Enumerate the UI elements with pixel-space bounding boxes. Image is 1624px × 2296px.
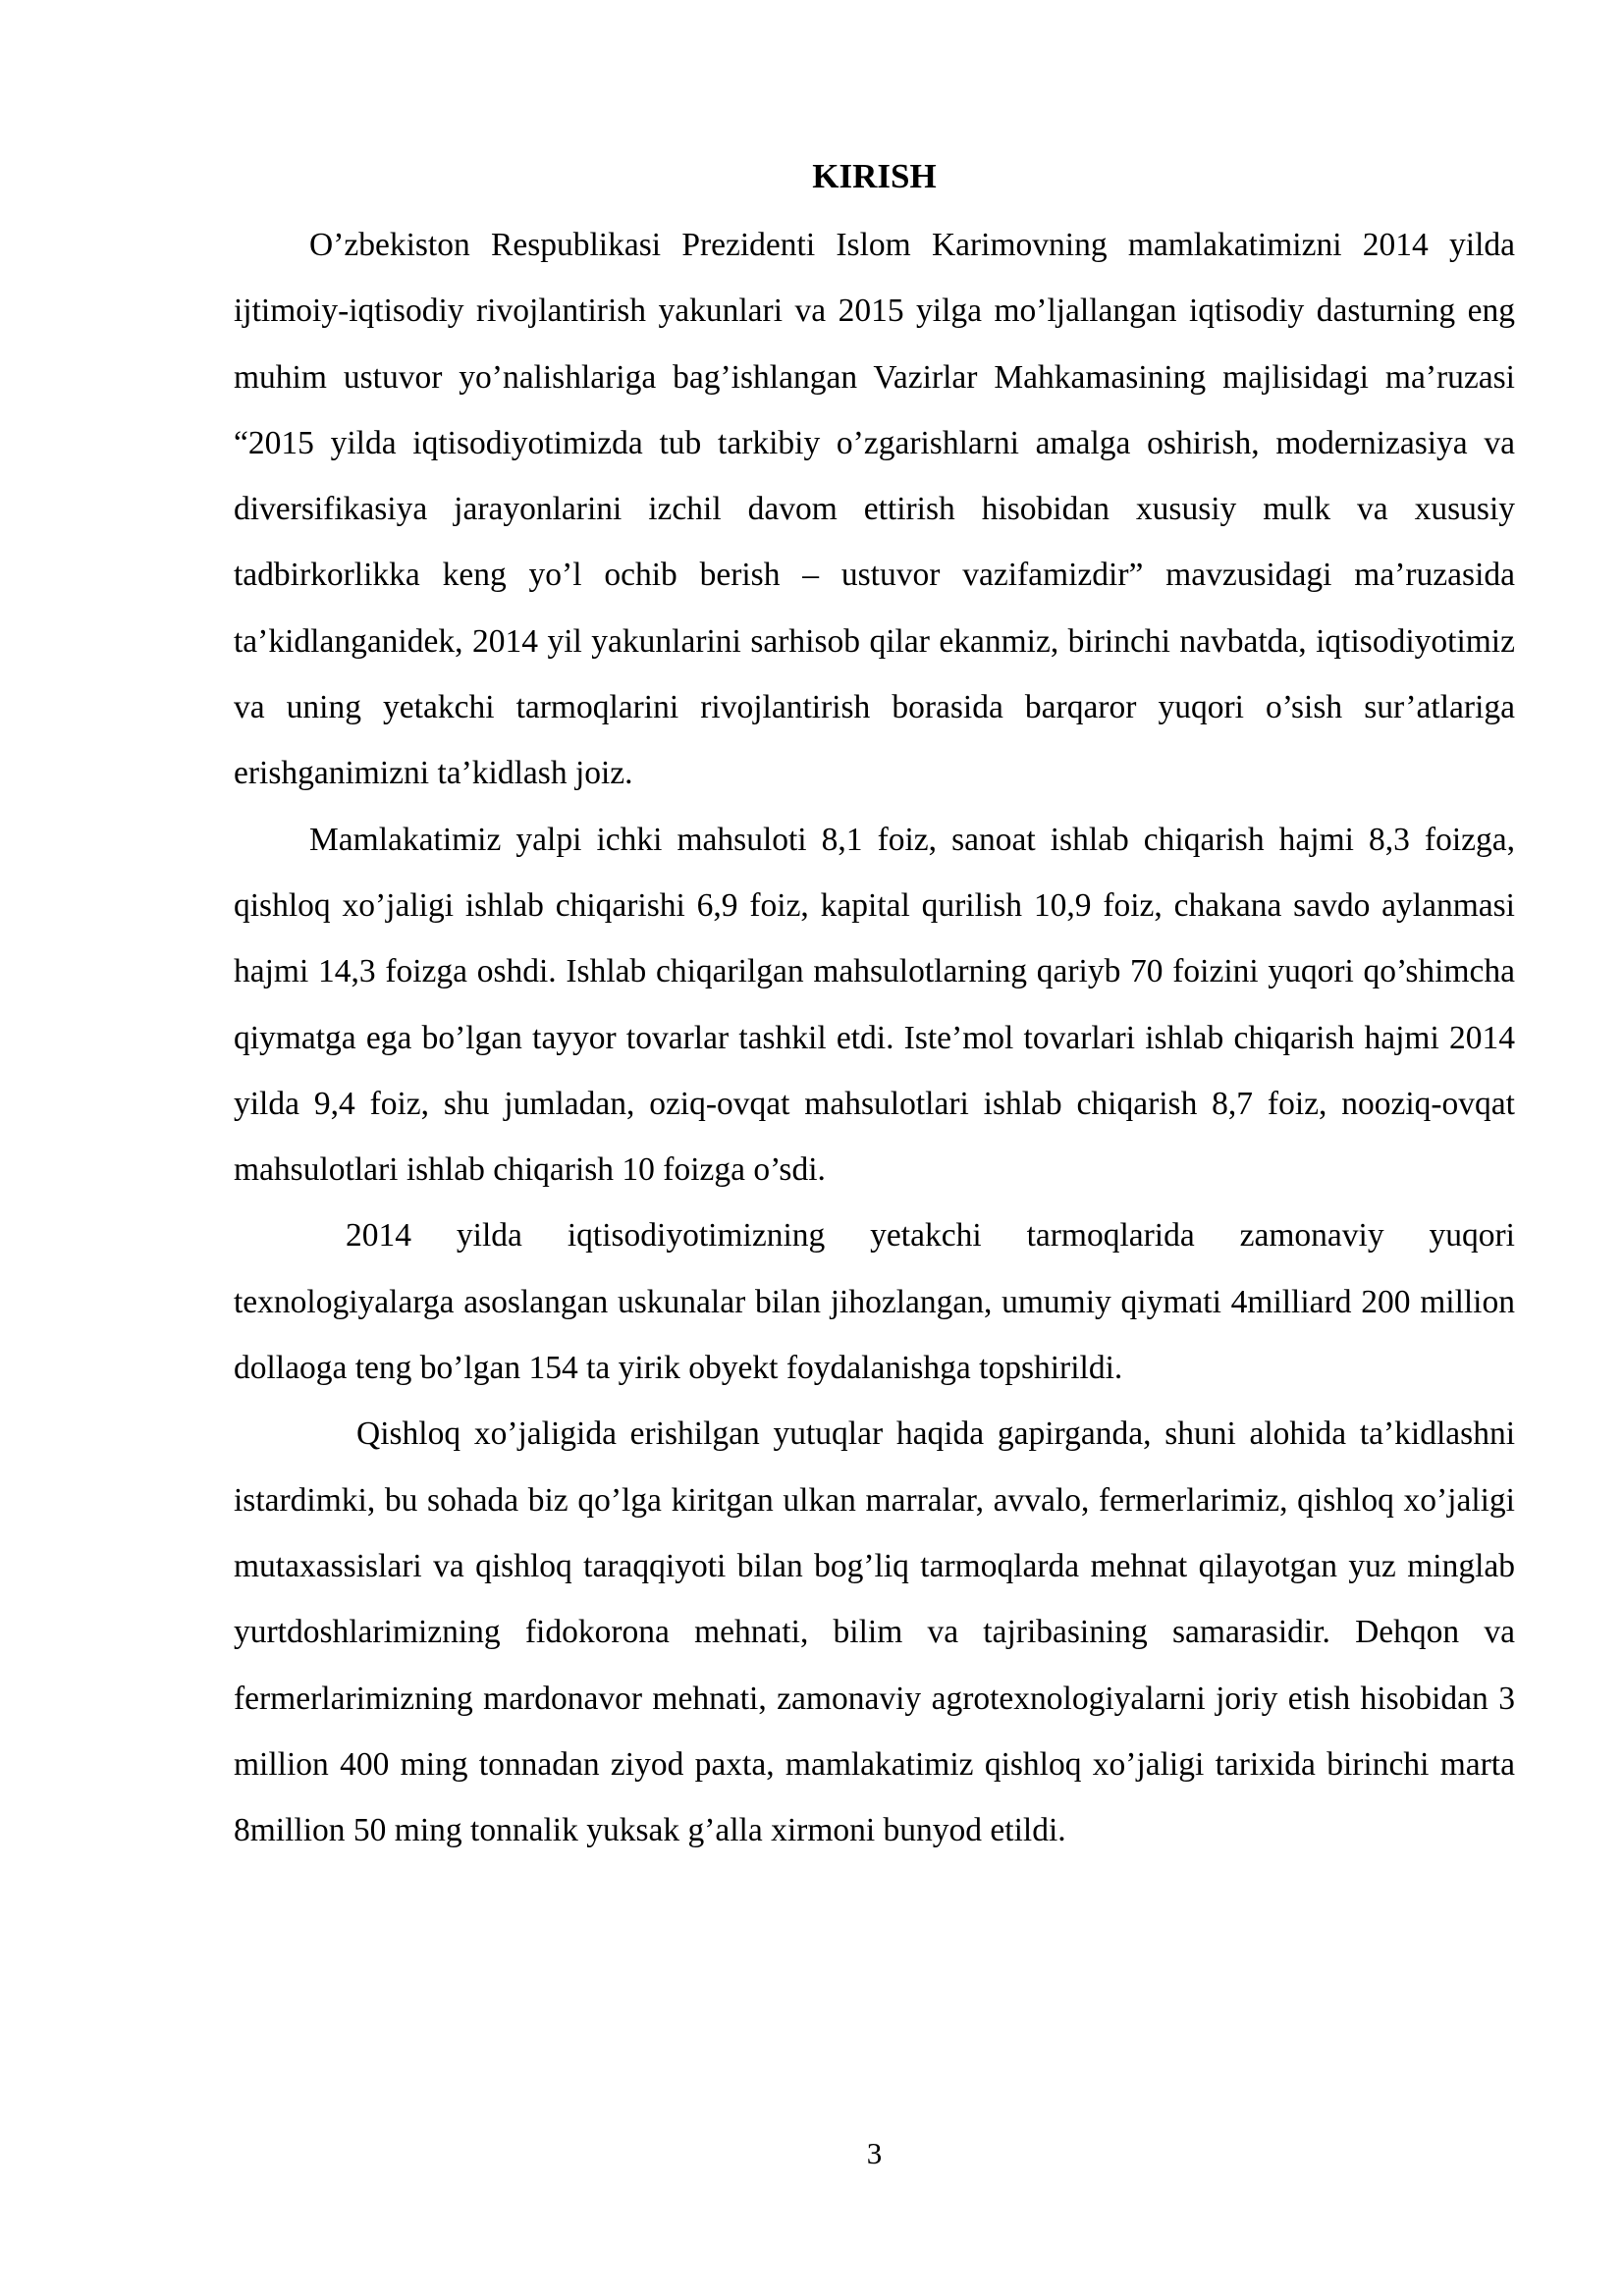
page-number: 3 [866, 2136, 883, 2170]
paragraph-economic-growth: Mamlakatimiz yalpi ichki mahsuloti 8,1 foiz, sanoat ishlab chiqarish hajmi 8,3 foizga, qishloq xo’jaligi ishlab chiqarishi 6,9 foiz, kapital qurilish 10,9 foiz, chakana savdo aylanmasi hajmi 14,3 foizga oshdi. Ishlab chiqarilgan mahsulotlarning qariyb 70 foizini yuqori qo’shimcha qiymatga ega bo’lgan tayyor tovarlar tashkil etdi. Iste’mol tovarlari ishlab chiqarish hajmi 2014 yilda 9,4 foiz, shu jumladan, oziq-ovqat mahsulotlari ishlab chiqarish 8,7 foiz, nooziq-ovqat mahsulotlari ishlab chiqarish 10 foizga o’sdi. [234, 821, 1515, 1189]
page-title: KIRISH [812, 157, 937, 195]
paragraph-intro: O’zbekiston Respublikasi Prezidenti Islom Karimovning mamlakatimizni 2014 yilda ijtimoiy-iqtisodiy rivojlantirish yakunlari va 2015 yilga mo’ljallangan iqtisodiy dasturning eng muhim ustuvor yo’nalishlariga bag’ishlangan Vazirlar Mahkamasining majlisidagi ma’ruzasi “2015 yilda iqtisodiyotimizda tub tarkibiy o’zgarishlarni amalga oshirish, modernizasiya va diversifikasiya jarayonlarini izchil davom ettirish hisobidan xususiy mulk va xususiy tadbirkorlikka keng yo’l ochib berish – ustuvor vazifamizdir” mavzusidagi ma’ruzasida ta’kidlanganidek, 2014 yil yakunlarini sarhisob qilar ekanmiz, birinchi navbatda, iqtisodiyotimiz va uning yetakchi tarmoqlarini rivojlantirish borasida barqaror yuqori o’sish sur’atlariga erishganimizni ta’kidlash joiz. [234, 227, 1515, 792]
paragraph-agriculture: Qishloq xo’jaligida erishilgan yutuqlar haqida gapirganda, shuni alohida ta’kidlashni istardimki, bu sohada biz qo’lga kiritgan ulkan marralar, avvalo, fermerlarimiz, qishloq xo’jaligi mutaxassislari va qishloq taraqqiyoti bilan bog’liq tarmoqlarda mehnat qilayotgan yuz minglab yurtdoshlarimizning fidokorona mehnati, bilim va tajribasining samarasidir. Dehqon va fermerlarimizning mardonavor mehnati, zamonaviy agrotexnologiyalarni joriy etish hisobidan 3 million 400 ming tonnadan ziyod paxta, mamlakatimiz qishloq xo’jaligi tarixida birinchi marta 8million 50 ming tonnalik yuksak g’alla xirmoni bunyod etildi. [234, 1415, 1515, 1849]
paragraph-new-facilities: 2014 yilda iqtisodiyotimizning yetakchi tarmoqlarida zamonaviy yuqori texnologiyalarga asoslangan uskunalar bilan jihozlangan, umumiy qiymati 4milliard 200 million dollaoga teng bo’lgan 154 ta yirik obyekt foydalanishga topshirildi. [234, 1217, 1515, 1387]
page-body [234, 212, 1515, 1863]
